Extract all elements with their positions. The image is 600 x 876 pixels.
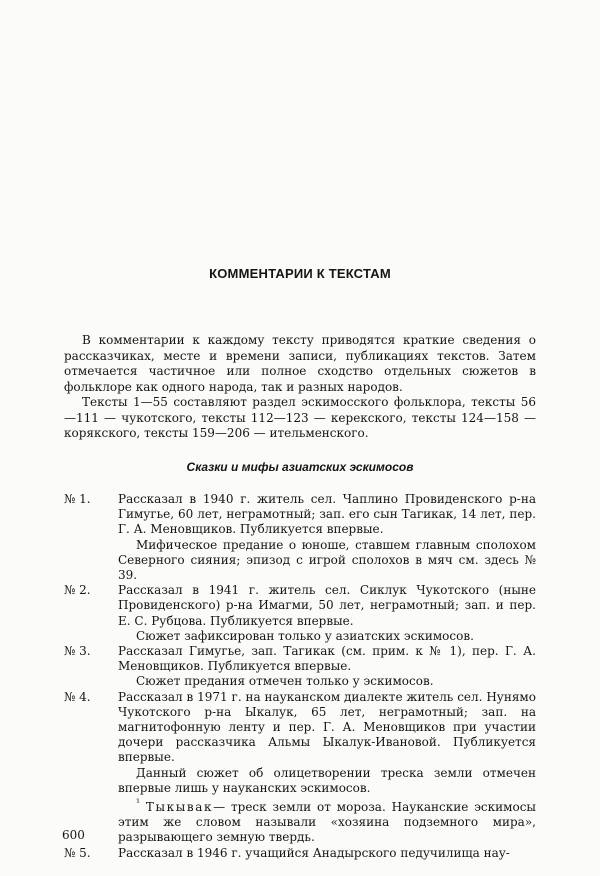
entry-number: № 3. xyxy=(64,644,91,659)
entry-text: Рассказал в 1971 г. на науканском диалекте житель сел. Нунямо Чукотского р-на Ыкалук, 65 лет, неграмотный; зап. на магнитофонную ленту и пер. Г. А. Меновщиков при участии дочери рассказчика Альмы Ыкалук-Ивановой. Публикуется впервые. xyxy=(118,689,536,765)
entry-number: № 2. xyxy=(64,583,91,598)
entry-number: № 1. xyxy=(64,492,91,506)
entry-note: Данный сюжет об олицетворении треска земли отмечен впервые лишь у науканских эскимосов. xyxy=(118,765,536,795)
entry-text: Рассказал в 1941 г. житель сел. Сиклук Чукотского (ныне Провиденского) р-на Имагми, 50 лет, неграмотный; зап. и пер. Е. С. Рубцова. Публикуется впервые. xyxy=(118,583,536,628)
entry-text: Рассказал в 1940 г. житель сел. Чаплино Провиденского р-на Гимугье, 60 лет, неграмотный; зап. его сын Тагикак, 14 лет, пер. Г. А. Меновщиков. Публикуется впервые. xyxy=(118,492,536,537)
intro-text xyxy=(64,333,536,442)
entry-text: Рассказал в 1946 г. учащийся Анадырского педучилища нау- xyxy=(118,845,510,860)
entry-number: № 4. xyxy=(64,689,91,704)
commentary-entry xyxy=(64,492,536,583)
entry-note: Сюжет зафиксирован только у азиатских эскимосов. xyxy=(136,628,474,643)
commentary-entry xyxy=(64,583,536,644)
page-title: КОММЕНТАРИИ К ТЕКСТАМ xyxy=(209,266,391,281)
page-number: 600 xyxy=(62,828,85,842)
footnote-text: — треск земли от мороза. Науканские эскимосы этим же словом называли «хозяина подземного мира», разрывающего земную твердь. xyxy=(118,800,536,845)
entry-number: № 5. xyxy=(64,845,91,860)
entry-note: Сюжет предания отмечен только у эскимосов. xyxy=(136,674,434,689)
section-title: Сказки и мифы азиатских эскимосов xyxy=(186,460,414,474)
intro-paragraph: Тексты 1—55 составляют раздел эскимосского фольклора, тексты 56—111 — чукотского, тексты 112—123 — керекского, тексты 124—158 — корякского, тексты 159—206 — ительменского. xyxy=(64,395,536,440)
footnote-mark: ¹ xyxy=(136,798,141,810)
entry-text: Рассказал Гимугье, зап. Тагикак (см. прим. к № 1), пер. Г. А. Меновщиков. Публикуется впервые. xyxy=(118,644,536,674)
commentary-entry xyxy=(64,846,536,861)
footnote-term: Тыкывак xyxy=(145,800,214,815)
footnote xyxy=(118,796,536,846)
entry-note: Мифическое предание о юноше, ставшем главным сполохом Северного сияния; эпизод с игрой сполохов в мяч см. здесь № 39. xyxy=(118,537,536,583)
intro-paragraph: В комментарии к каждому тексту приводятся краткие сведения о рассказчиках, месте и времени записи, публикациях текстов. Затем отмечается частичное или полное сходство отдельных сюжетов в фольклоре как одного народа, так и разных народов. xyxy=(64,333,536,394)
commentary-entry xyxy=(64,644,536,690)
commentary-entry xyxy=(64,690,536,846)
commentary-list xyxy=(64,492,536,861)
